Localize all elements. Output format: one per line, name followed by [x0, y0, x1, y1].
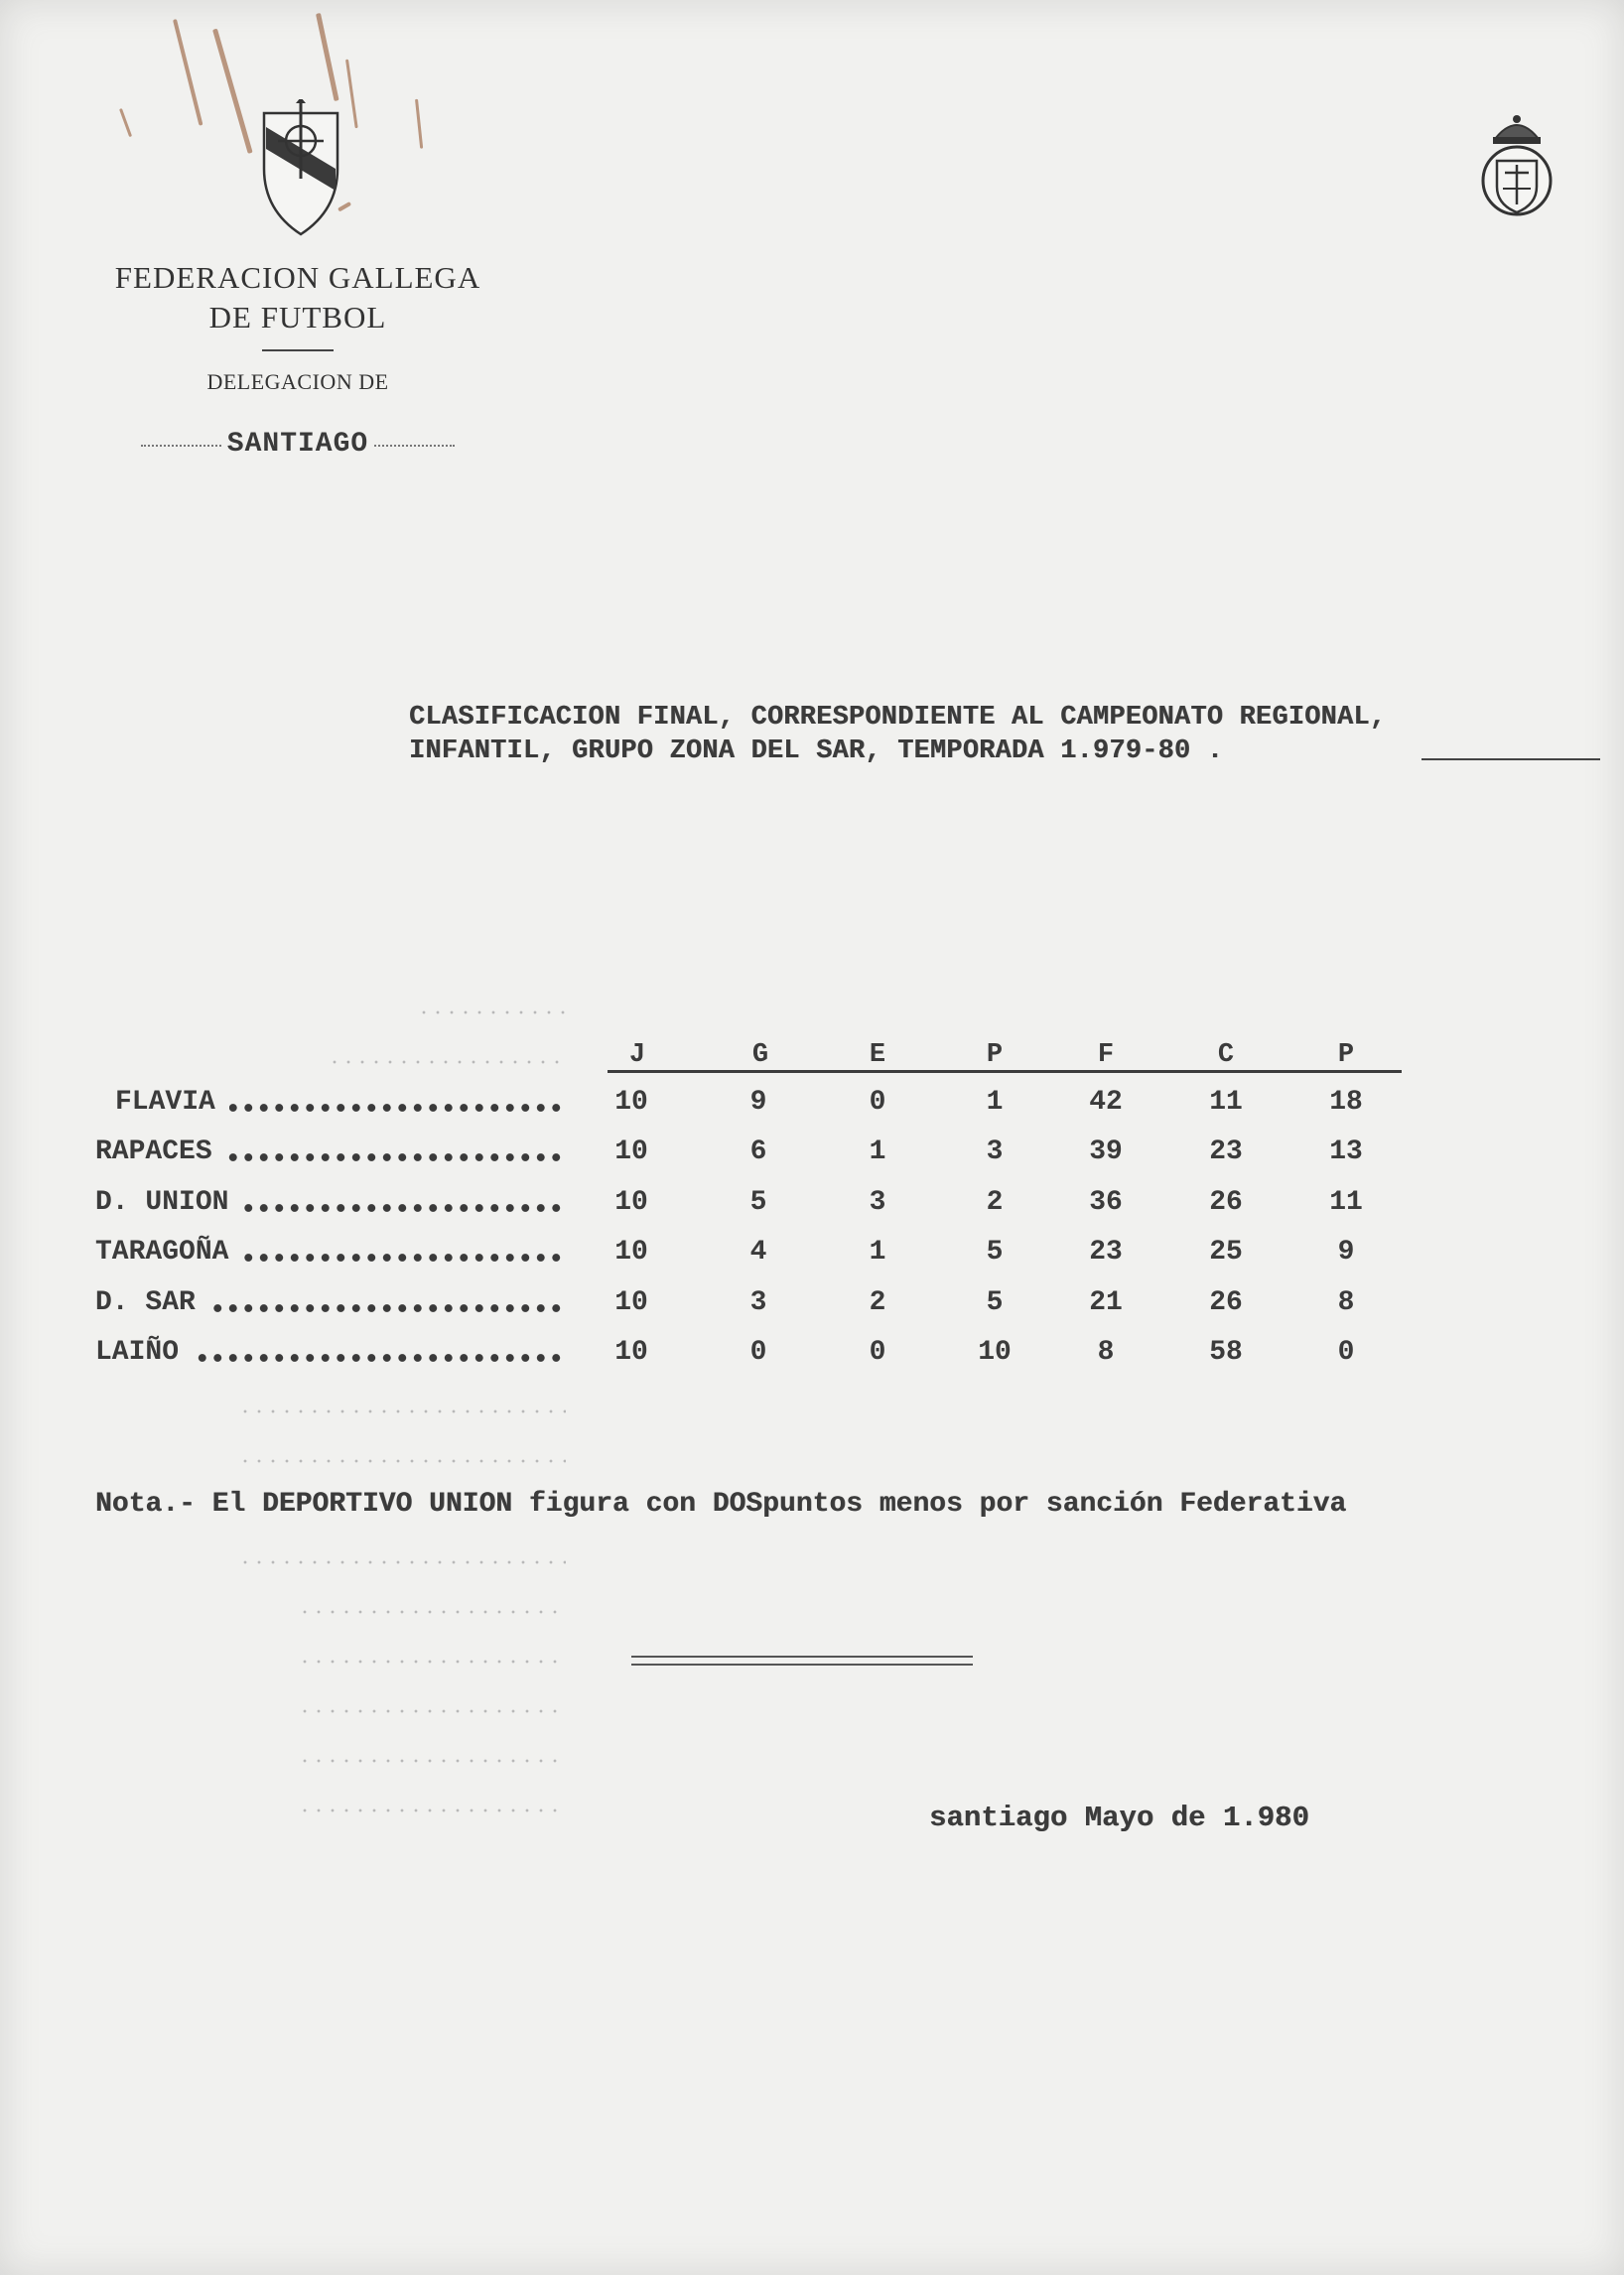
cell-e: 3 [869, 1187, 886, 1218]
document-title-line1: CLASIFICACION FINAL, CORRESPONDIENTE AL CAMPEONATO REGIONAL, [409, 703, 1387, 733]
table-row [0, 1237, 1624, 1286]
cell-p: 5 [986, 1287, 1004, 1318]
cell-j: 10 [614, 1237, 648, 1268]
faint-registration-dots [238, 1409, 566, 1413]
cell-g: 4 [749, 1237, 767, 1268]
faint-registration-dots [328, 1060, 566, 1064]
date-line: santiago Mayo de 1.980 [929, 1802, 1309, 1834]
cell-c: 11 [1209, 1087, 1243, 1118]
faint-registration-dots [298, 1759, 566, 1763]
letterhead-divider [262, 349, 334, 351]
cell-c: 26 [1209, 1287, 1243, 1318]
dot-leader [226, 1152, 564, 1162]
rust-stain [316, 13, 339, 101]
title-end-rule [1421, 758, 1600, 760]
cell-c: 23 [1209, 1137, 1243, 1167]
team-name: LAIÑO [95, 1337, 180, 1368]
faint-registration-dots [298, 1808, 566, 1812]
dot-leader [242, 1203, 564, 1213]
cell-j: 10 [614, 1337, 648, 1368]
cell-p: 1 [986, 1087, 1004, 1118]
cell-g: 0 [749, 1337, 767, 1368]
cell-f: 8 [1097, 1337, 1115, 1368]
col-header-f: F [1097, 1040, 1115, 1070]
table-row [0, 1187, 1624, 1237]
col-header-c: C [1217, 1040, 1235, 1070]
cell-pts: 8 [1337, 1287, 1355, 1318]
org-name-line1: FEDERACION GALLEGA [114, 260, 481, 295]
cell-j: 10 [614, 1287, 648, 1318]
cell-p: 3 [986, 1137, 1004, 1167]
table-row [0, 1287, 1624, 1337]
note-suffix: puntos menos por sanción Federativa [762, 1489, 1347, 1520]
cell-p: 5 [986, 1237, 1004, 1268]
faint-registration-dots [238, 1459, 566, 1463]
rust-stain [173, 19, 203, 126]
team-name: D. UNION [95, 1187, 229, 1218]
team-name: D. SAR [95, 1287, 196, 1318]
faint-registration-dots [298, 1709, 566, 1713]
faint-registration-dots [238, 1560, 566, 1564]
faint-registration-dots [298, 1610, 566, 1614]
table-row [0, 1337, 1624, 1387]
cell-g: 3 [749, 1287, 767, 1318]
rust-stain [119, 108, 132, 137]
cell-g: 6 [749, 1137, 767, 1167]
note-prefix: Nota.- El DEPORTIVO UNION figura con [95, 1489, 713, 1520]
cell-f: 36 [1089, 1187, 1123, 1218]
cell-pts: 11 [1329, 1187, 1363, 1218]
cell-pts: 18 [1329, 1087, 1363, 1118]
col-header-e: E [869, 1040, 886, 1070]
header-underline [608, 1070, 1402, 1073]
note-overstrike: DOS [712, 1489, 763, 1520]
cell-e: 1 [869, 1237, 886, 1268]
delegation-name [139, 429, 457, 460]
cell-j: 10 [614, 1187, 648, 1218]
dot-leader [242, 1253, 564, 1263]
cell-f: 39 [1089, 1137, 1123, 1167]
cell-g: 9 [749, 1087, 767, 1118]
col-header-pts: P [1337, 1040, 1355, 1070]
cell-e: 2 [869, 1287, 886, 1318]
dot-leader [209, 1303, 564, 1313]
closing-double-rule [631, 1656, 973, 1666]
cell-e: 0 [869, 1337, 886, 1368]
cell-pts: 9 [1337, 1237, 1355, 1268]
dot-leader [229, 1103, 564, 1113]
cell-j: 10 [614, 1137, 648, 1167]
cell-e: 1 [869, 1137, 886, 1167]
sanction-note [95, 1489, 1346, 1520]
federation-shield-crest-icon [256, 99, 345, 238]
cell-p: 2 [986, 1187, 1004, 1218]
team-name: TARAGOÑA [95, 1237, 229, 1268]
cell-f: 21 [1089, 1287, 1123, 1318]
faint-registration-dots [417, 1010, 566, 1014]
team-name: FLAVIA [115, 1087, 215, 1118]
cell-g: 5 [749, 1187, 767, 1218]
cell-c: 26 [1209, 1187, 1243, 1218]
col-header-j: J [628, 1040, 646, 1070]
rust-stain [212, 29, 253, 154]
cell-c: 25 [1209, 1237, 1243, 1268]
faint-registration-dots [298, 1660, 566, 1664]
dot-leader [193, 1353, 564, 1363]
cell-c: 58 [1209, 1337, 1243, 1368]
cell-p: 10 [978, 1337, 1012, 1368]
delegation-label: DELEGACION DE [206, 369, 389, 394]
cell-pts: 13 [1329, 1137, 1363, 1167]
rust-stain [345, 60, 358, 129]
rust-stain [415, 99, 423, 149]
org-name-line2: DE FUTBOL [208, 300, 387, 335]
col-header-p: P [986, 1040, 1004, 1070]
cell-f: 23 [1089, 1237, 1123, 1268]
col-header-g: G [751, 1040, 769, 1070]
document-title-line2: INFANTIL, GRUPO ZONA DEL SAR, TEMPORADA 1.979-80 . [409, 736, 1224, 766]
team-name: RAPACES [95, 1137, 212, 1167]
cell-f: 42 [1089, 1087, 1123, 1118]
table-row [0, 1087, 1624, 1137]
cell-pts: 0 [1337, 1337, 1355, 1368]
crowned-federation-emblem-icon [1477, 109, 1556, 223]
cell-j: 10 [614, 1087, 648, 1118]
delegation-name-text: SANTIAGO [221, 429, 374, 460]
cell-e: 0 [869, 1087, 886, 1118]
table-row [0, 1137, 1624, 1186]
